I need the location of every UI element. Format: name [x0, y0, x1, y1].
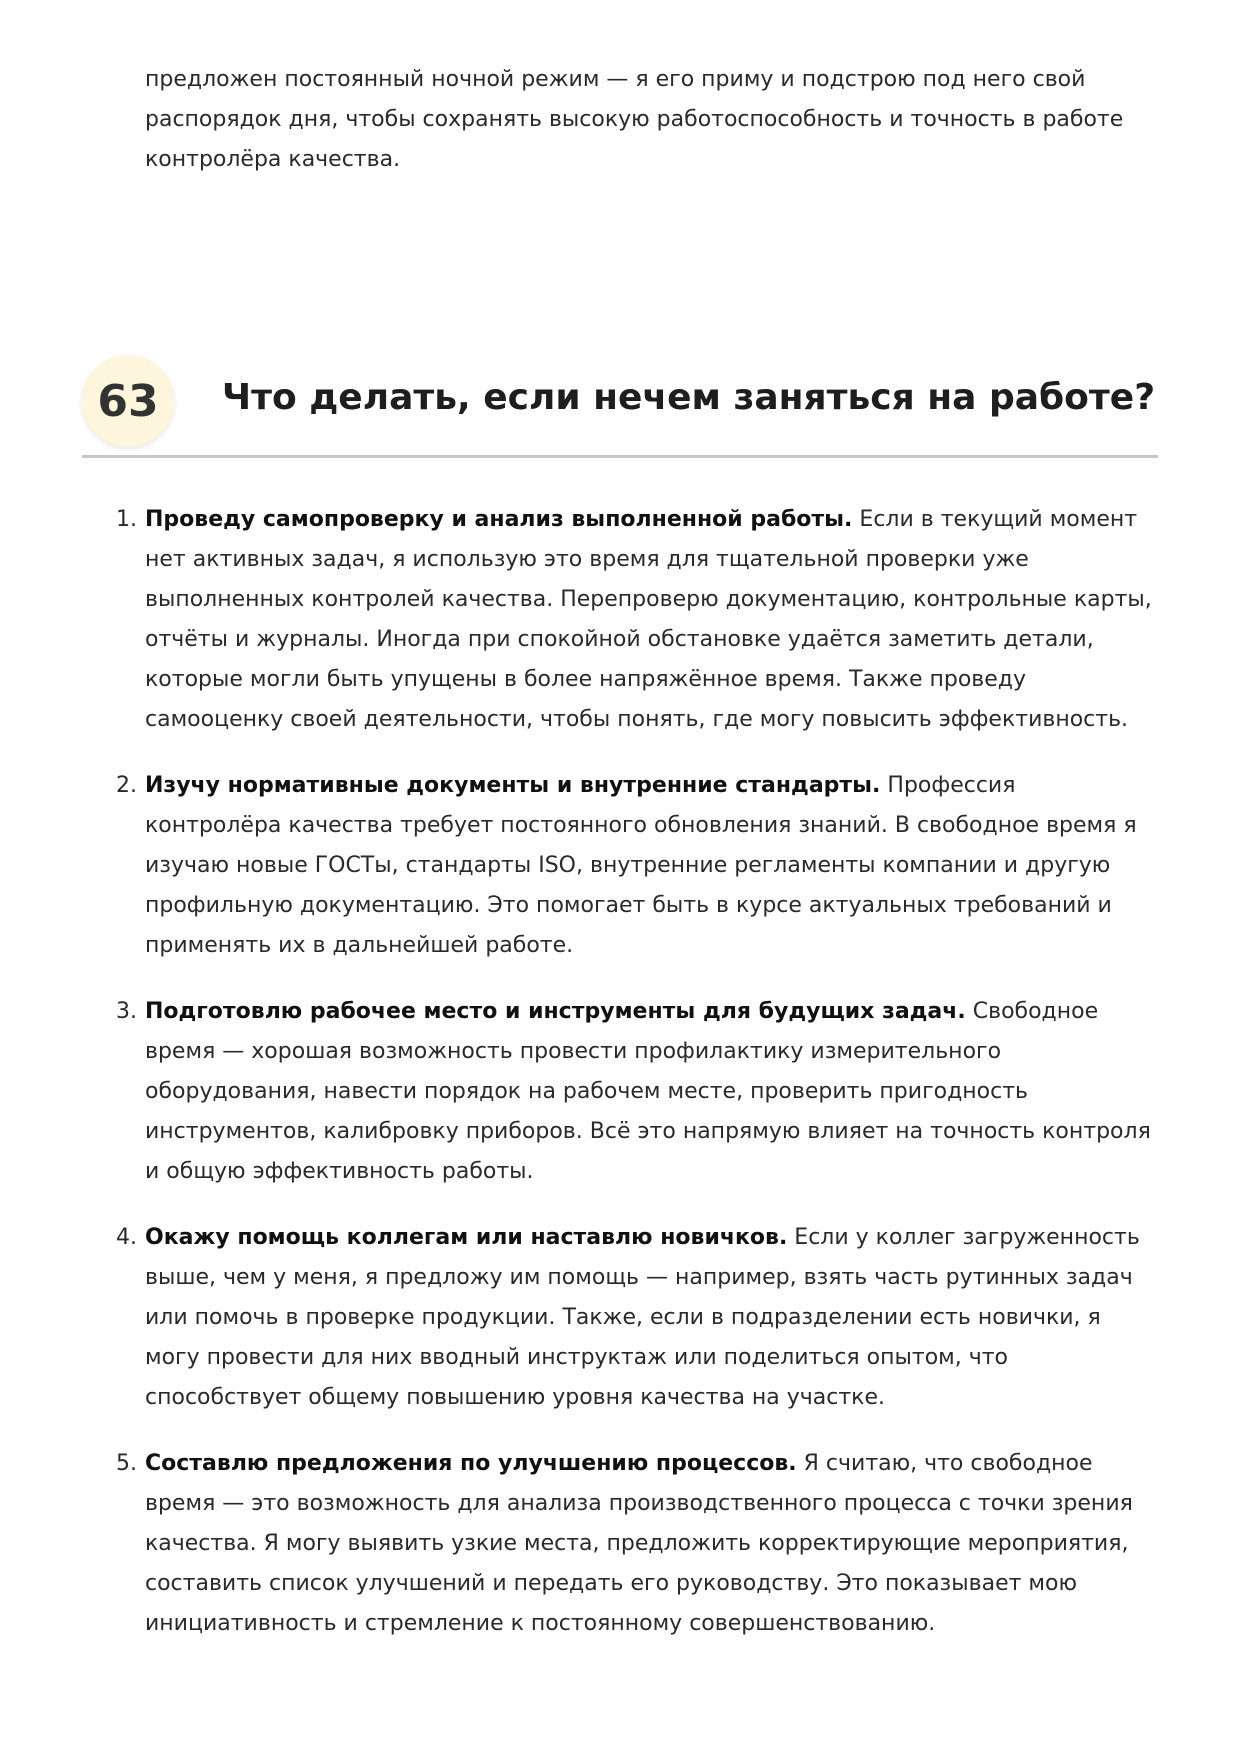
answer-item-lead: Изучу нормативные документы и внутренние стандарты.: [145, 773, 881, 798]
answer-item-5: [110, 1444, 1155, 1644]
previous-answer-paragraph: предложен постоянный ночной режим — я его приму и подстрою под него свой распорядок дня, чтобы сохранять высокую работоспособность и точность в работе контролёра качества.: [145, 67, 1124, 172]
answer-item-text: Если в текущий момент нет активных задач, я использую это время для тщательной проверки уже выполненных контролей качества. Перепроверю документацию, контрольные карты, отчёты и журналы. Иногда при спокойной обстановке удаётся заметить детали, которые могли быть упущены в более напряжённое время. Также проведу самооценку своей деятельности, чтобы понять, где могу повысить эффективность.: [145, 507, 1152, 732]
answer-item-lead: Подготовлю рабочее место и инструменты для будущих задач.: [145, 999, 966, 1024]
answer-item-lead: Составлю предложения по улучшению процессов.: [145, 1451, 797, 1476]
answer-item-3: [110, 992, 1155, 1192]
answer-item-4: [110, 1218, 1155, 1418]
answer-item-number: 3.: [116, 999, 137, 1024]
answer-item-1: [110, 500, 1155, 740]
question-number-badge: 63: [82, 355, 174, 447]
answer-item-number: 4.: [116, 1225, 137, 1250]
answer-list: [110, 500, 1155, 1670]
answer-item-lead: Окажу помощь коллегам или наставлю новичков.: [145, 1225, 788, 1250]
answer-item-text: Я считаю, что свободное время — это возможность для анализа производственного процесса с точки зрения качества. Я могу выявить узкие места, предложить корректирующие мероприятия, составить список улучшений и передать его руководству. Это показывает мою инициативность и стремление к постоянному совершенствованию.: [145, 1451, 1133, 1636]
question-title: Что делать, если нечем заняться на работе?: [222, 377, 1156, 418]
answer-item-text: Профессия контролёра качества требует постоянного обновления знаний. В свободное время я изучаю новые ГОСТы, стандарты ISO, внутренние регламенты компании и другую профильную документацию. Это помогает быть в курсе актуальных требований и применять их в дальнейшей работе.: [145, 773, 1137, 958]
answer-item-2: [110, 766, 1155, 966]
question-header: [82, 355, 1158, 458]
answer-item-text: Свободное время — хорошая возможность провести профилактику измерительного оборудования, навести порядок на рабочем месте, проверить пригодность инструментов, калибровку приборов. Всё это напрямую влияет на точность контроля и общую эффективность работы.: [145, 999, 1151, 1184]
answer-item-lead: Проведу самопроверку и анализ выполненной работы.: [145, 507, 853, 532]
answer-item-number: 1.: [116, 507, 137, 532]
answer-item-number: 5.: [116, 1451, 137, 1476]
answer-item-text: Если у коллег загруженность выше, чем у меня, я предложу им помощь — например, взять часть рутинных задач или помочь в проверке продукции. Также, если в подразделении есть новички, я могу провести для них вводный инструктаж или поделиться опытом, что способствует общему повышению уровня качества на участке.: [145, 1225, 1140, 1410]
answer-item-number: 2.: [116, 773, 137, 798]
